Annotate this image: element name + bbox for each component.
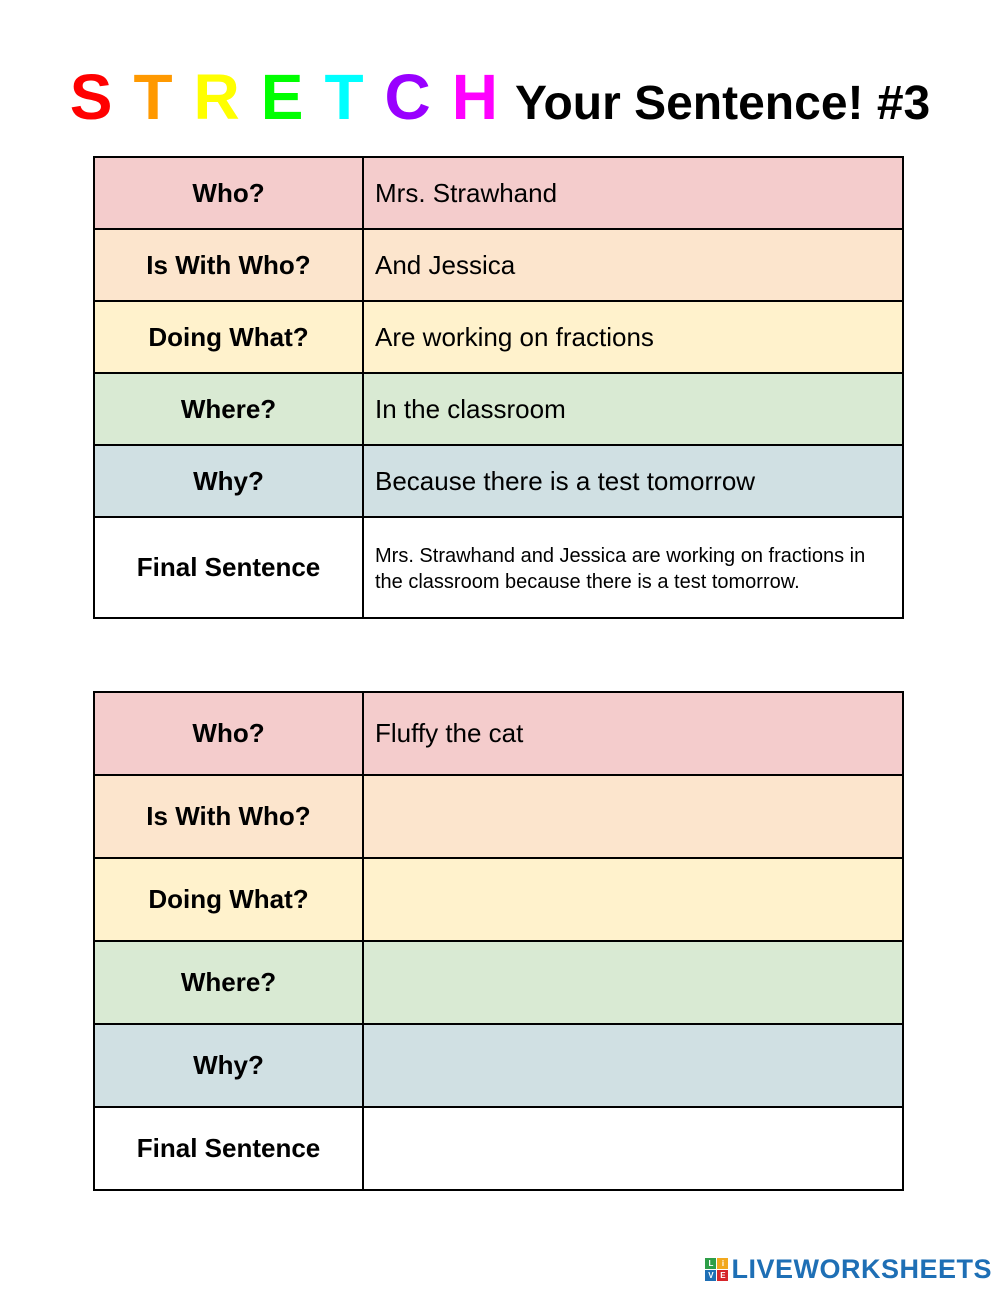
table-row	[94, 692, 903, 775]
row-label-who: Who?	[94, 157, 363, 229]
table-row	[94, 157, 903, 229]
row-value-final-sentence: Mrs. Strawhand and Jessica are working on fractions in the classroom because there is a test tomorrow.	[363, 517, 903, 618]
liveworksheets-brand[interactable]	[705, 1254, 992, 1285]
answer-field-where[interactable]	[363, 941, 903, 1024]
title-letter-t2: T	[324, 61, 364, 133]
practice-sentence-table	[93, 691, 904, 1191]
logo-tile-v: V	[705, 1270, 716, 1281]
table-row	[94, 1107, 903, 1190]
table-row	[94, 941, 903, 1024]
row-value-doing-what: Are working on fractions	[363, 301, 903, 373]
row-value-with-who: And Jessica	[363, 229, 903, 301]
answer-field-doing-what[interactable]	[363, 858, 903, 941]
table-row	[94, 775, 903, 858]
row-value-where: In the classroom	[363, 373, 903, 445]
row-label-final-sentence: Final Sentence	[94, 1107, 363, 1190]
row-label-with-who: Is With Who?	[94, 229, 363, 301]
table-row	[94, 229, 903, 301]
logo-tile-l: L	[705, 1258, 716, 1269]
title-letter-c: C	[384, 61, 431, 133]
liveworksheets-logo-icon	[705, 1258, 728, 1281]
title-letter-h: H	[451, 61, 498, 133]
row-label-who: Who?	[94, 692, 363, 775]
row-value-why: Because there is a test tomorrow	[363, 445, 903, 517]
row-label-where: Where?	[94, 941, 363, 1024]
answer-field-with-who[interactable]	[363, 775, 903, 858]
title-subtitle: Your Sentence! #3	[514, 77, 931, 130]
title-letter-s: S	[69, 61, 113, 133]
title-letter-t: T	[133, 61, 173, 133]
answer-field-who[interactable]: Fluffy the cat	[363, 692, 903, 775]
table-row	[94, 373, 903, 445]
answer-field-final-sentence[interactable]	[363, 1107, 903, 1190]
row-label-final-sentence: Final Sentence	[94, 517, 363, 618]
page-title	[0, 60, 1000, 134]
table-row	[94, 517, 903, 618]
title-letter-r: R	[193, 61, 240, 133]
table-row	[94, 858, 903, 941]
table-row	[94, 445, 903, 517]
title-letter-e: E	[260, 61, 304, 133]
row-label-with-who: Is With Who?	[94, 775, 363, 858]
brand-name: LIVEWORKSHEETS	[731, 1254, 992, 1284]
row-value-who: Mrs. Strawhand	[363, 157, 903, 229]
row-label-why: Why?	[94, 445, 363, 517]
example-sentence-table	[93, 156, 904, 619]
logo-tile-e: E	[717, 1270, 728, 1281]
row-label-where: Where?	[94, 373, 363, 445]
logo-tile-i: i	[717, 1258, 728, 1269]
table-row	[94, 301, 903, 373]
row-label-doing-what: Doing What?	[94, 301, 363, 373]
answer-field-why[interactable]	[363, 1024, 903, 1107]
table-row	[94, 1024, 903, 1107]
row-label-doing-what: Doing What?	[94, 858, 363, 941]
row-label-why: Why?	[94, 1024, 363, 1107]
